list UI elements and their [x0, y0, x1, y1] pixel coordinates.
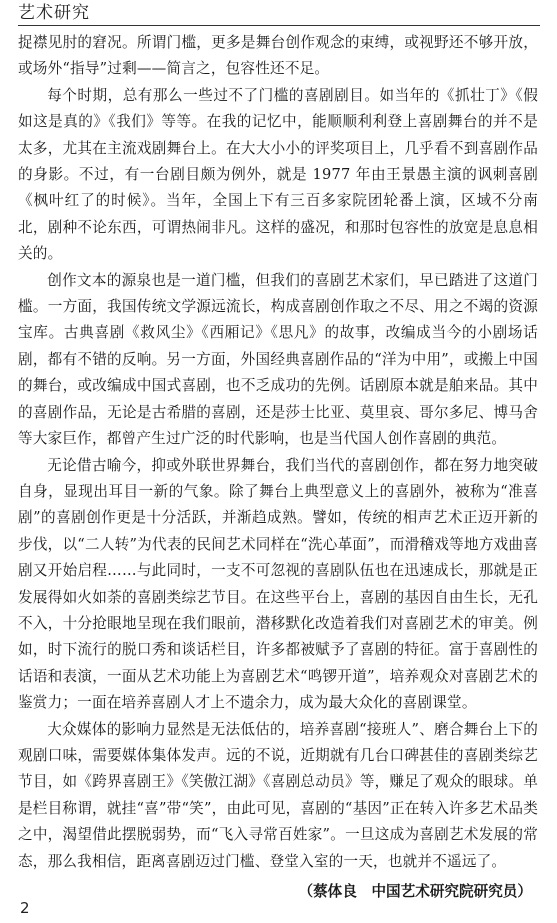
journal-title: 艺术研究 [18, 3, 90, 23]
running-header [18, 2, 540, 26]
paragraph: 创作文本的源泉也是一道门槛，但我们的喜剧艺术家们，早已踏进了这道门槛。一方面，我国传统文学源远流长，构成喜剧创作取之不尽、用之不竭的资源宝库。古典喜剧《救风尘》《西厢记》《思凡》的故事，改编成当今的小剧场话剧，都有不错的反响。另一方面，外国经典喜剧作品的“洋为中用”，或搬上中国的舞台，或改编成中国式喜剧，也不乏成功的先例。话剧原本就是舶来品。其中的喜剧作品，无论是古希腊的喜剧，还是莎士比亚、莫里哀、哥尔多尼、博马舍等大家巨作，都曾产生过广泛的时代影响，也是当代国人创作喜剧的典范。 [18, 271, 538, 448]
page-number: 2 [20, 899, 30, 917]
paragraph: 无论借古喻今，抑或外联世界舞台，我们当代的喜剧创作，都在努力地突破自身，显现出耳目一新的气象。除了舞台上典型意义上的喜剧外，被称为“准喜剧”的喜剧创作更是十分活跃，并渐趋成熟。譬如，传统的相声艺术正迈开新的步伐，以“二人转”为代表的民间艺术同样在“洗心革面”，而滑稽戏等地方戏曲喜剧又开始启程……与此同时，一支不可忽视的喜剧队伍也在迅速成长，那就是正发展得如火如荼的喜剧类综艺节目。在这些平台上，喜剧的基因自由生长，无孔不入，十分抢眼地呈现在我们眼前，潜移默化改造着我们对喜剧艺术的审美。例如，时下流行的脱口秀和谈话栏目，许多都被赋予了喜剧的特征。富于喜剧性的话语和表演，一面从艺术功能上为喜剧艺术“鸣锣开道”，培养观众对喜剧艺术的鉴赏力；一面在培养喜剧人才上不遗余力，成为最大众化的喜剧课堂。 [18, 456, 538, 712]
author-signature: （蔡体良 中国艺术研究院研究员） [298, 883, 532, 900]
article-body [18, 30, 538, 905]
paragraph: 大众媒体的影响力显然是无法低估的，培养喜剧“接班人”、磨合舞台上下的观剧口味，需要媒体集体发声。远的不说，近期就有几台口碑甚佳的喜剧类综艺节目，如《跨界喜剧王》《笑傲江湖》《喜剧总动员》等，赚足了观众的眼球。单是栏目称谓，就挂“喜”带“笑”，由此可见，喜剧的“基因”正在转入许多艺术品类之中，渴望借此摆脱弱势，而“飞入寻常百姓家”。一旦这成为喜剧艺术发展的常态，那么我相信，距离喜剧迈过门槛、登堂入室的一天，也就并不遥远了。 [18, 720, 538, 870]
header-rule [18, 25, 540, 26]
paragraph: 每个时期，总有那么一些过不了门槛的喜剧剧目。如当年的《抓壮丁》《假如这是真的》《我们》等等。在我的记忆中，能顺顺利利登上喜剧舞台的并不是太多，尤其在主流戏剧舞台上。在大大小小的评奖项目上，几乎看不到喜剧作品的身影。不过，有一台剧目颇为例外，就是 1977 年由王景愚主演的讽刺喜剧《枫叶红了的时候》。当年，全国上下有三百多家院团轮番上演，区域不分南北，剧种不论东西，可谓热闹非凡。这样的盛况，和那时包容性的放宽是息息相关的。 [18, 86, 538, 263]
paragraph-continuation: 捉襟见肘的窘况。所谓门槛，更多是舞台创作观念的束缚，或视野还不够开放，或场外“指导”过剩——简言之，包容性还不足。 [18, 34, 538, 78]
